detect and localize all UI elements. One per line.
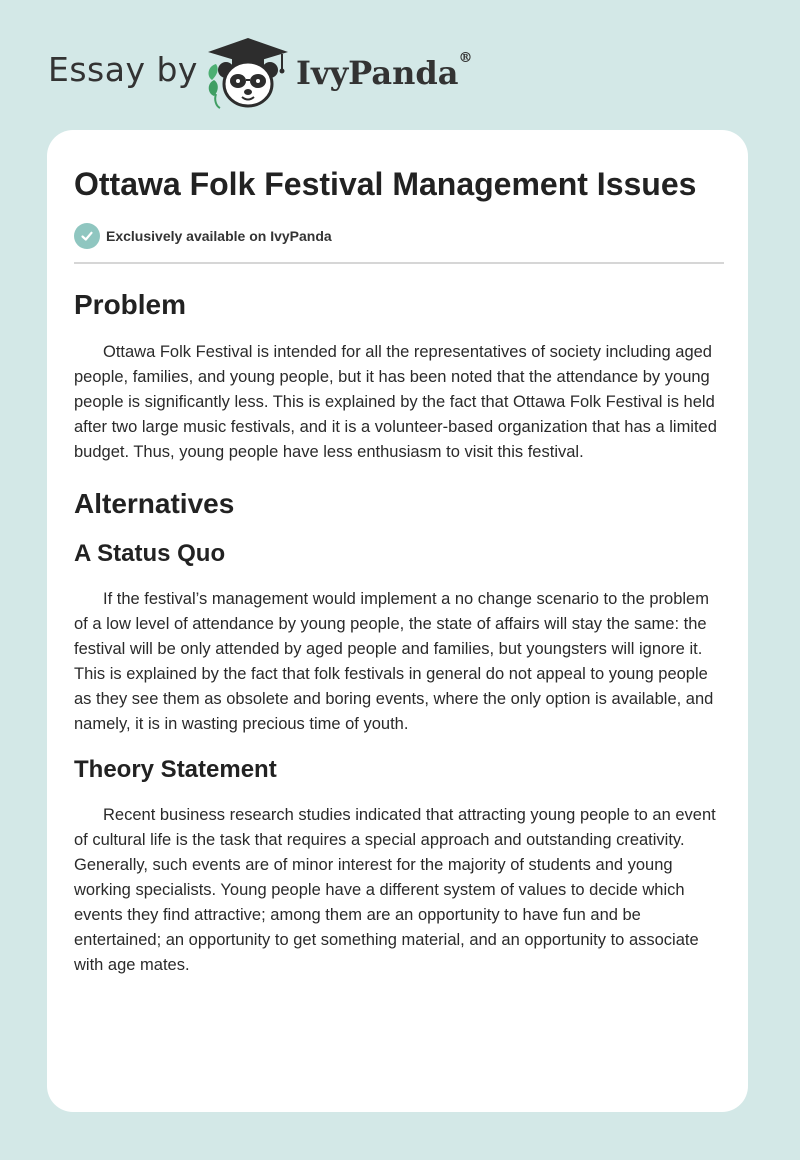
section-heading-alternatives: Alternatives — [74, 488, 235, 519]
subheading-theory-statement: Theory Statement — [74, 756, 277, 783]
panda-logo-icon[interactable] — [202, 36, 294, 110]
brand-name-text: IvyPanda — [296, 54, 459, 92]
badge-text: Exclusively available on IvyPanda — [106, 228, 332, 244]
essay-content — [74, 130, 724, 978]
registered-mark: ® — [458, 50, 473, 66]
exclusive-badge — [74, 222, 724, 250]
brand-prefix: Essay by — [48, 50, 198, 89]
section-heading-problem: Problem — [74, 289, 187, 320]
essay-title: Ottawa Folk Festival Management Issues — [74, 166, 697, 202]
divider — [74, 262, 724, 264]
essay-card — [47, 130, 748, 1112]
problem-paragraph: Ottawa Folk Festival is intended for all the representatives of society including aged people, families, and young people, but it has been noted that the attendance by young people is significantly less. This is explained by the fact that Ottawa Folk Festival is held after two large music festivals, and it is a volunteer-based organization that has a limited budget. Thus, young people have less enthusiasm to visit this festival. — [74, 343, 717, 461]
subheading-status-quo: A Status Quo — [74, 540, 226, 567]
check-icon — [74, 223, 100, 249]
site-header — [0, 0, 800, 130]
theory-paragraph: Recent business research studies indicated that attracting young people to an event of cultural life is the task that requires a special approach and outstanding creativity. Generally, such events are of minor interest for the majority of students and young working specialists. Young people have a different system of values to decide which events they find attractive; among them are an opportunity to have fun and be entertained; an opportunity to get something material, and an opportunity to associate with age mates. — [74, 806, 716, 974]
brand-name[interactable] — [296, 50, 473, 92]
status-quo-paragraph: If the festival’s management would implement a no change scenario to the problem of a low level of attendance by young people, the state of affairs will stay the same: the festival will be only attended by aged people and families, but youngsters will ignore it. This is explained by the fact that folk festivals in general do not appeal to young people as they see them as obsolete and boring events, where the only option is available, and namely, it is in wasting precious time of youth. — [74, 590, 714, 733]
